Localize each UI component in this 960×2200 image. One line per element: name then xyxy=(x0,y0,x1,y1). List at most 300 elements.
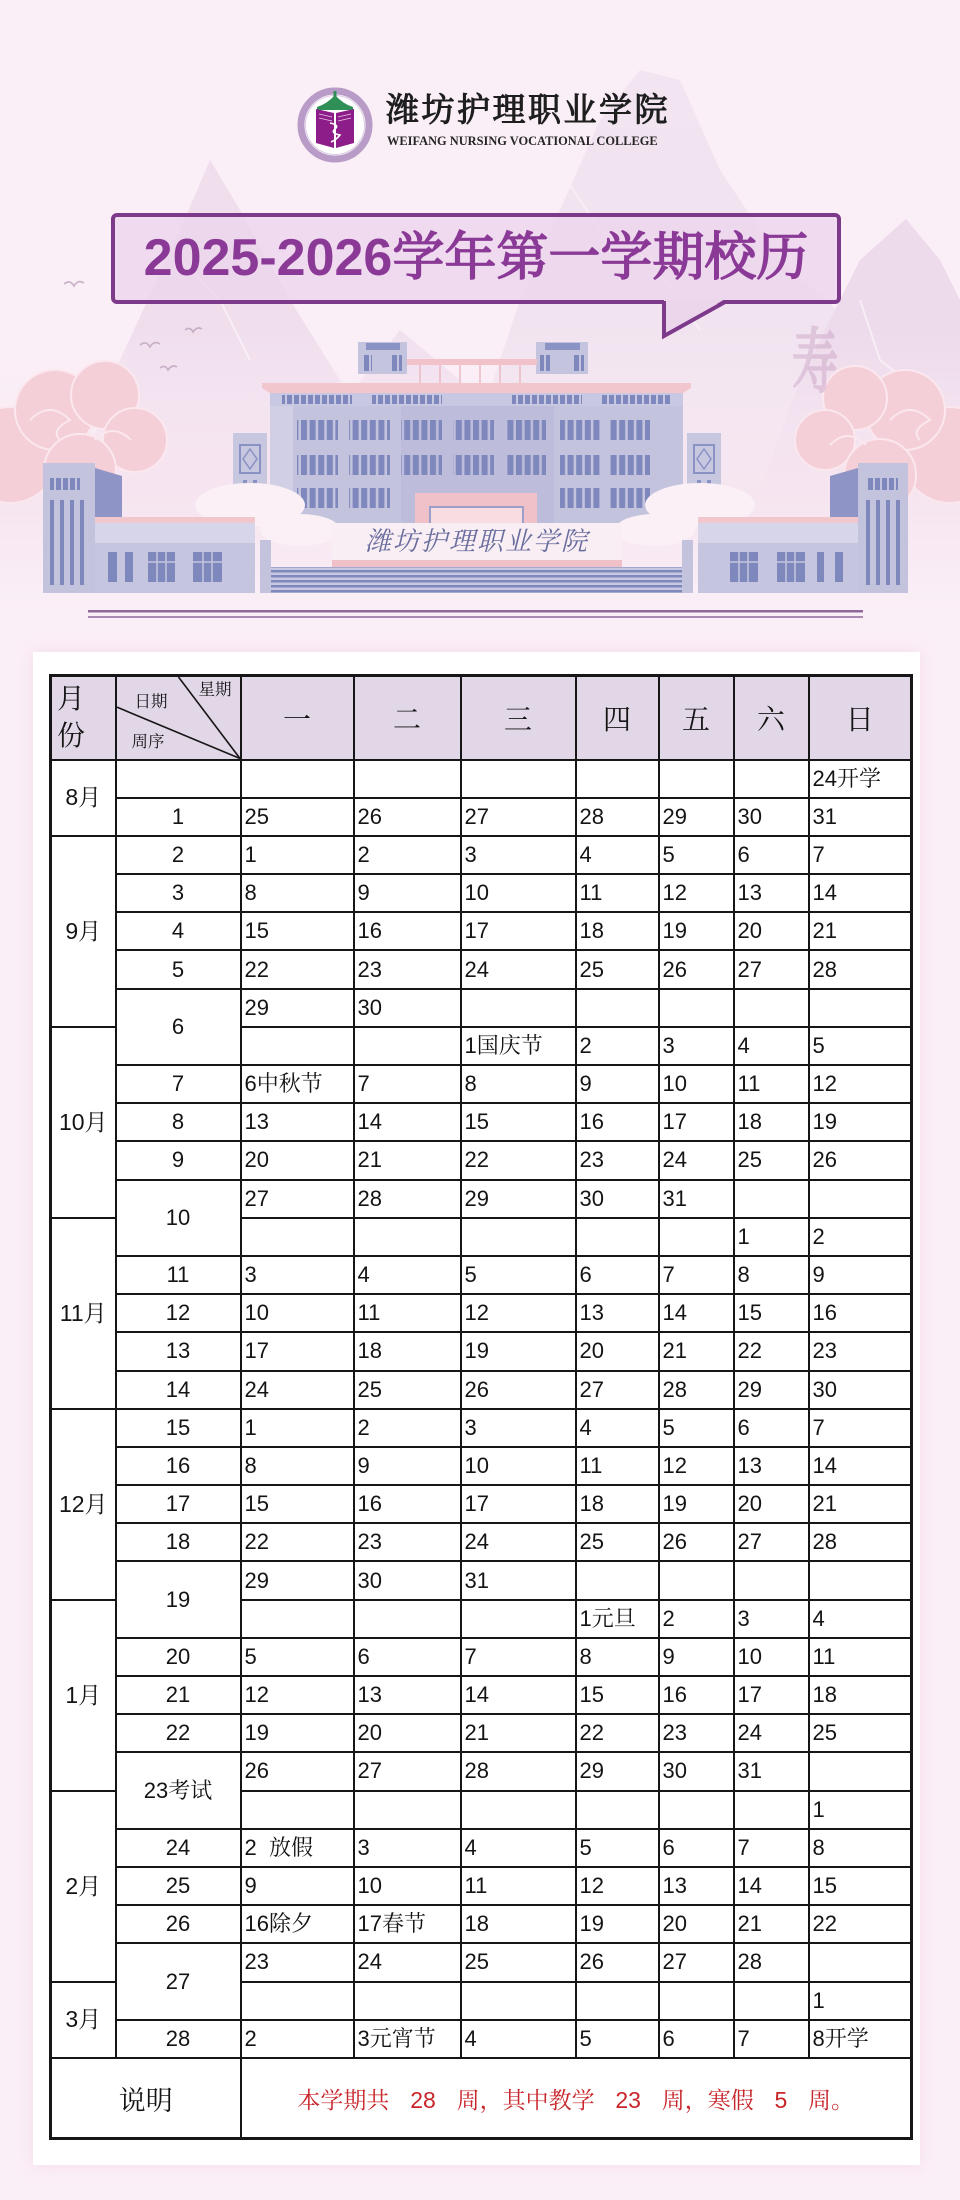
weekday-header-mon: 一 xyxy=(241,676,354,760)
table-row xyxy=(51,760,912,798)
date-cell: 18 xyxy=(354,1332,461,1370)
month-label: 1月 xyxy=(51,1600,116,1791)
date-cell: 19 xyxy=(659,912,734,950)
date-label: 日期 xyxy=(134,693,168,711)
date-cell xyxy=(461,1791,576,1829)
date-cell: 25 xyxy=(241,798,354,836)
date-cell: 31 xyxy=(809,798,912,836)
date-cell: 13 xyxy=(241,1103,354,1141)
table-row xyxy=(51,1676,912,1714)
date-cell: 26 xyxy=(809,1141,912,1179)
table-row xyxy=(51,1256,912,1294)
school-calendar-table xyxy=(49,674,913,2140)
date-cell: 17 xyxy=(461,1485,576,1523)
date-cell: 12 xyxy=(659,874,734,912)
date-cell: 21 xyxy=(809,1485,912,1523)
month-label: 10月 xyxy=(51,1027,116,1218)
date-cell: 25 xyxy=(734,1141,809,1179)
date-cell: 13 xyxy=(354,1676,461,1714)
table-row xyxy=(51,1752,912,1790)
date-cell: 24 xyxy=(241,1371,354,1409)
weekday-label: 星期 xyxy=(198,681,232,699)
date-cell xyxy=(354,1218,461,1256)
date-cell: 14 xyxy=(734,1867,809,1905)
date-cell: 22 xyxy=(734,1332,809,1370)
date-cell xyxy=(461,760,576,798)
date-cell: 29 xyxy=(241,1561,354,1599)
date-cell: 8 xyxy=(809,1829,912,1867)
week-number: 24 xyxy=(116,1829,241,1867)
weekday-header-sat: 六 xyxy=(734,676,809,760)
date-cell: 28 xyxy=(354,1180,461,1218)
month-header-char: 份 xyxy=(57,719,86,751)
date-cell: 21 xyxy=(354,1141,461,1179)
date-cell: 2 xyxy=(354,836,461,874)
date-cell: 26 xyxy=(241,1752,354,1790)
date-cell: 27 xyxy=(461,798,576,836)
date-cell: 23 xyxy=(576,1141,659,1179)
date-cell: 6 xyxy=(354,1638,461,1676)
date-cell: 25 xyxy=(576,1523,659,1561)
date-cell xyxy=(659,1791,734,1829)
week-number: 19 xyxy=(116,1561,241,1637)
date-cell xyxy=(576,989,659,1027)
date-cell: 30 xyxy=(809,1371,912,1409)
date-cell: 21 xyxy=(809,912,912,950)
date-cell: 5 xyxy=(659,836,734,874)
table-row xyxy=(51,1371,912,1409)
date-cell xyxy=(354,1982,461,2020)
table-header-row xyxy=(51,676,912,760)
date-cell: 24 xyxy=(461,950,576,988)
date-cell: 9 xyxy=(659,1638,734,1676)
date-cell xyxy=(809,1561,912,1599)
date-cell: 2 xyxy=(809,1218,912,1256)
date-cell xyxy=(576,1561,659,1599)
date-cell: 22 xyxy=(241,1523,354,1561)
date-cell: 27 xyxy=(734,1523,809,1561)
date-cell: 14 xyxy=(461,1676,576,1714)
date-cell: 24 xyxy=(461,1523,576,1561)
date-cell xyxy=(241,760,354,798)
date-cell: 15 xyxy=(809,1867,912,1905)
week-number-exam: 23考试 xyxy=(116,1752,241,1828)
date-cell: 28 xyxy=(461,1752,576,1790)
month-header-char: 月 xyxy=(57,682,86,714)
date-cell xyxy=(734,1561,809,1599)
date-cell: 5 xyxy=(461,1256,576,1294)
title-banner xyxy=(111,213,841,304)
college-name-en: WEIFANG NURSING VOCATIONAL COLLEGE xyxy=(387,134,658,148)
date-cell: 4 xyxy=(576,1409,659,1447)
week-number: 13 xyxy=(116,1332,241,1370)
date-cell: 10 xyxy=(734,1638,809,1676)
date-cell xyxy=(461,989,576,1027)
date-cell: 17 xyxy=(659,1103,734,1141)
date-cell: 3 xyxy=(354,1829,461,1867)
date-cell: 25 xyxy=(461,1943,576,1981)
date-cell: 8 xyxy=(461,1065,576,1103)
date-cell: 24 xyxy=(659,1141,734,1179)
date-cell: 23 xyxy=(241,1943,354,1981)
weekday-header-tue: 二 xyxy=(354,676,461,760)
date-cell: 12 xyxy=(659,1447,734,1485)
date-cell xyxy=(461,1218,576,1256)
date-cell: 16 xyxy=(576,1103,659,1141)
date-cell: 28 xyxy=(809,1523,912,1561)
date-cell: 29 xyxy=(734,1371,809,1409)
date-cell: 9 xyxy=(576,1065,659,1103)
date-cell: 7 xyxy=(659,1256,734,1294)
week-number: 28 xyxy=(116,2020,241,2058)
date-cell xyxy=(241,1791,354,1829)
date-cell: 6 xyxy=(734,836,809,874)
date-cell: 24 xyxy=(734,1714,809,1752)
date-cell: 3 xyxy=(734,1600,809,1638)
table-row xyxy=(51,1294,912,1332)
date-cell: 11 xyxy=(734,1065,809,1103)
table-row xyxy=(51,1103,912,1141)
month-label: 11月 xyxy=(51,1218,116,1409)
date-cell xyxy=(354,1791,461,1829)
date-cell: 16除夕 xyxy=(241,1905,354,1943)
date-cell: 3 xyxy=(659,1027,734,1065)
week-number: 27 xyxy=(116,1943,241,2019)
date-cell: 20 xyxy=(354,1714,461,1752)
table-row xyxy=(51,1141,912,1179)
table-row xyxy=(51,1943,912,1981)
table-row xyxy=(51,1905,912,1943)
week-number: 4 xyxy=(116,912,241,950)
date-cell: 2 xyxy=(576,1027,659,1065)
building-sign: 潍坊护理职业学院 xyxy=(364,527,589,557)
date-cell: 2 xyxy=(241,2020,354,2058)
table-row xyxy=(51,1714,912,1752)
date-cell: 8 xyxy=(734,1256,809,1294)
date-cell: 21 xyxy=(461,1714,576,1752)
date-cell: 16 xyxy=(354,1485,461,1523)
date-cell: 26 xyxy=(354,798,461,836)
date-cell: 3 xyxy=(241,1256,354,1294)
date-cell: 1元旦 xyxy=(576,1600,659,1638)
week-number: 11 xyxy=(116,1256,241,1294)
date-cell: 12 xyxy=(576,1867,659,1905)
note-label: 说明 xyxy=(51,2058,241,2139)
date-cell: 7 xyxy=(354,1065,461,1103)
date-cell: 4 xyxy=(461,2020,576,2058)
date-cell xyxy=(659,1982,734,2020)
date-cell xyxy=(461,1982,576,2020)
week-number: 1 xyxy=(116,798,241,836)
week-number: 25 xyxy=(116,1867,241,1905)
date-cell: 25 xyxy=(809,1714,912,1752)
college-logo-icon xyxy=(297,87,373,163)
date-cell xyxy=(809,989,912,1027)
divider-line xyxy=(88,610,863,613)
date-cell: 7 xyxy=(809,836,912,874)
divider-line xyxy=(88,616,863,618)
week-number: 15 xyxy=(116,1409,241,1447)
date-cell: 11 xyxy=(576,874,659,912)
date-cell: 2 放假 xyxy=(241,1829,354,1867)
week-number: 16 xyxy=(116,1447,241,1485)
date-cell xyxy=(576,1982,659,2020)
table-row xyxy=(51,2020,912,2058)
date-cell: 29 xyxy=(241,989,354,1027)
weekday-header-thu: 四 xyxy=(576,676,659,760)
date-cell: 17春节 xyxy=(354,1905,461,1943)
week-number: 22 xyxy=(116,1714,241,1752)
date-cell: 26 xyxy=(659,950,734,988)
table-row xyxy=(51,1180,912,1218)
date-cell: 18 xyxy=(576,912,659,950)
date-cell: 28 xyxy=(659,1371,734,1409)
note-row xyxy=(51,2058,912,2139)
date-cell: 24 xyxy=(354,1943,461,1981)
table-row xyxy=(51,1561,912,1599)
date-cell: 15 xyxy=(576,1676,659,1714)
date-cell: 19 xyxy=(809,1103,912,1141)
date-cell: 18 xyxy=(734,1103,809,1141)
date-cell: 27 xyxy=(241,1180,354,1218)
date-cell xyxy=(461,1600,576,1638)
date-cell: 10 xyxy=(461,874,576,912)
month-column-header xyxy=(51,676,116,760)
date-cell: 14 xyxy=(809,874,912,912)
date-cell: 17 xyxy=(241,1332,354,1370)
date-cell: 13 xyxy=(576,1294,659,1332)
month-label: 2月 xyxy=(51,1791,116,1982)
date-cell: 6 xyxy=(659,2020,734,2058)
date-cell: 3 xyxy=(461,1409,576,1447)
date-cell: 23 xyxy=(809,1332,912,1370)
date-cell: 30 xyxy=(659,1752,734,1790)
date-cell: 1国庆节 xyxy=(461,1027,576,1065)
date-cell: 3元宵节 xyxy=(354,2020,461,2058)
week-number: 9 xyxy=(116,1141,241,1179)
date-cell xyxy=(241,1027,354,1065)
week-number: 21 xyxy=(116,1676,241,1714)
date-cell xyxy=(659,1218,734,1256)
date-cell: 27 xyxy=(576,1371,659,1409)
date-cell: 21 xyxy=(734,1905,809,1943)
week-number: 20 xyxy=(116,1638,241,1676)
date-cell xyxy=(809,1752,912,1790)
date-cell: 29 xyxy=(576,1752,659,1790)
date-cell: 13 xyxy=(734,874,809,912)
table-row xyxy=(51,1485,912,1523)
date-cell: 20 xyxy=(659,1905,734,1943)
week-number xyxy=(116,760,241,798)
date-cell: 28 xyxy=(809,950,912,988)
date-cell: 9 xyxy=(354,1447,461,1485)
date-cell: 27 xyxy=(659,1943,734,1981)
table-row xyxy=(51,874,912,912)
month-label: 12月 xyxy=(51,1409,116,1600)
date-cell: 19 xyxy=(241,1714,354,1752)
date-cell: 13 xyxy=(659,1867,734,1905)
week-number: 14 xyxy=(116,1371,241,1409)
date-cell: 10 xyxy=(461,1447,576,1485)
date-cell xyxy=(659,989,734,1027)
date-cell: 22 xyxy=(576,1714,659,1752)
diagonal-header-cell xyxy=(116,676,241,760)
date-cell: 22 xyxy=(809,1905,912,1943)
date-cell: 25 xyxy=(576,950,659,988)
week-order-label: 周序 xyxy=(131,733,165,751)
date-cell: 22 xyxy=(241,950,354,988)
date-cell: 20 xyxy=(241,1141,354,1179)
date-cell: 15 xyxy=(241,1485,354,1523)
date-cell: 22 xyxy=(461,1141,576,1179)
week-number: 7 xyxy=(116,1065,241,1103)
date-cell xyxy=(809,1943,912,1981)
date-cell: 12 xyxy=(461,1294,576,1332)
date-cell: 11 xyxy=(354,1294,461,1332)
weekday-header-wed: 三 xyxy=(461,676,576,760)
date-cell: 23 xyxy=(659,1714,734,1752)
date-cell: 19 xyxy=(576,1905,659,1943)
page-title: 2025-2026学年第一学期校历 xyxy=(143,229,809,287)
table-row xyxy=(51,1829,912,1867)
date-cell xyxy=(354,1600,461,1638)
table-row xyxy=(51,1332,912,1370)
note-text: 本学期共 28 周，其中教学 23 周，寒假 5 周。 xyxy=(241,2058,912,2139)
calendar-panel xyxy=(33,652,920,2165)
week-number: 10 xyxy=(116,1180,241,1256)
date-cell: 27 xyxy=(734,950,809,988)
date-cell: 18 xyxy=(576,1485,659,1523)
date-cell: 31 xyxy=(461,1561,576,1599)
date-cell xyxy=(659,760,734,798)
week-number: 3 xyxy=(116,874,241,912)
date-cell: 8 xyxy=(576,1638,659,1676)
date-cell xyxy=(576,1791,659,1829)
date-cell: 1 xyxy=(809,1982,912,2020)
date-cell: 16 xyxy=(809,1294,912,1332)
date-cell: 30 xyxy=(354,1561,461,1599)
date-cell: 5 xyxy=(241,1638,354,1676)
month-label: 8月 xyxy=(51,760,116,836)
table-row xyxy=(51,1065,912,1103)
date-cell: 14 xyxy=(659,1294,734,1332)
week-number: 5 xyxy=(116,950,241,988)
date-cell: 17 xyxy=(461,912,576,950)
date-cell: 20 xyxy=(734,912,809,950)
date-cell: 21 xyxy=(659,1332,734,1370)
date-cell: 7 xyxy=(809,1409,912,1447)
date-cell xyxy=(241,1218,354,1256)
date-cell: 29 xyxy=(659,798,734,836)
date-cell: 1 xyxy=(241,836,354,874)
date-cell xyxy=(241,1982,354,2020)
week-number: 26 xyxy=(116,1905,241,1943)
date-cell: 24开学 xyxy=(809,760,912,798)
month-label: 9月 xyxy=(51,836,116,1027)
date-cell: 18 xyxy=(809,1676,912,1714)
date-cell: 23 xyxy=(354,1523,461,1561)
date-cell xyxy=(734,760,809,798)
date-cell: 2 xyxy=(354,1409,461,1447)
date-cell: 13 xyxy=(734,1447,809,1485)
date-cell: 11 xyxy=(576,1447,659,1485)
date-cell: 1 xyxy=(241,1409,354,1447)
date-cell: 10 xyxy=(354,1867,461,1905)
date-cell: 7 xyxy=(734,1829,809,1867)
date-cell xyxy=(354,1027,461,1065)
date-cell: 16 xyxy=(354,912,461,950)
date-cell: 15 xyxy=(734,1294,809,1332)
date-cell: 3 xyxy=(461,836,576,874)
date-cell: 11 xyxy=(461,1867,576,1905)
date-cell xyxy=(576,1218,659,1256)
date-cell: 17 xyxy=(734,1676,809,1714)
date-cell: 6 xyxy=(576,1256,659,1294)
week-number: 18 xyxy=(116,1523,241,1561)
date-cell: 12 xyxy=(809,1065,912,1103)
date-cell: 19 xyxy=(461,1332,576,1370)
date-cell: 30 xyxy=(734,798,809,836)
table-row xyxy=(51,1447,912,1485)
date-cell: 23 xyxy=(354,950,461,988)
table-row xyxy=(51,798,912,836)
date-cell xyxy=(354,760,461,798)
date-cell: 26 xyxy=(461,1371,576,1409)
date-cell: 10 xyxy=(241,1294,354,1332)
week-number: 17 xyxy=(116,1485,241,1523)
date-cell: 8开学 xyxy=(809,2020,912,2058)
date-cell: 6中秋节 xyxy=(241,1065,354,1103)
date-cell: 7 xyxy=(734,2020,809,2058)
table-row xyxy=(51,1523,912,1561)
date-cell: 29 xyxy=(461,1180,576,1218)
date-cell: 6 xyxy=(734,1409,809,1447)
table-row xyxy=(51,989,912,1027)
date-cell: 5 xyxy=(809,1027,912,1065)
date-cell: 8 xyxy=(241,1447,354,1485)
date-cell: 28 xyxy=(576,798,659,836)
date-cell: 11 xyxy=(809,1638,912,1676)
date-cell: 20 xyxy=(734,1485,809,1523)
date-cell: 31 xyxy=(734,1752,809,1790)
date-cell: 1 xyxy=(734,1218,809,1256)
table-row xyxy=(51,950,912,988)
table-row xyxy=(51,836,912,874)
date-cell: 1 xyxy=(809,1791,912,1829)
table-row xyxy=(51,1638,912,1676)
week-number: 6 xyxy=(116,989,241,1065)
date-cell: 7 xyxy=(461,1638,576,1676)
date-cell: 5 xyxy=(576,1829,659,1867)
table-row xyxy=(51,1867,912,1905)
date-cell: 9 xyxy=(354,874,461,912)
date-cell xyxy=(659,1561,734,1599)
week-number: 2 xyxy=(116,836,241,874)
date-cell: 14 xyxy=(809,1447,912,1485)
week-number: 12 xyxy=(116,1294,241,1332)
week-number: 8 xyxy=(116,1103,241,1141)
date-cell: 5 xyxy=(659,1409,734,1447)
date-cell: 30 xyxy=(576,1180,659,1218)
date-cell: 31 xyxy=(659,1180,734,1218)
date-cell: 16 xyxy=(659,1676,734,1714)
date-cell: 8 xyxy=(241,874,354,912)
college-name-cn: 潍坊护理职业学院 xyxy=(386,90,670,129)
date-cell: 5 xyxy=(576,2020,659,2058)
date-cell: 18 xyxy=(461,1905,576,1943)
date-cell: 4 xyxy=(809,1600,912,1638)
date-cell xyxy=(734,1791,809,1829)
